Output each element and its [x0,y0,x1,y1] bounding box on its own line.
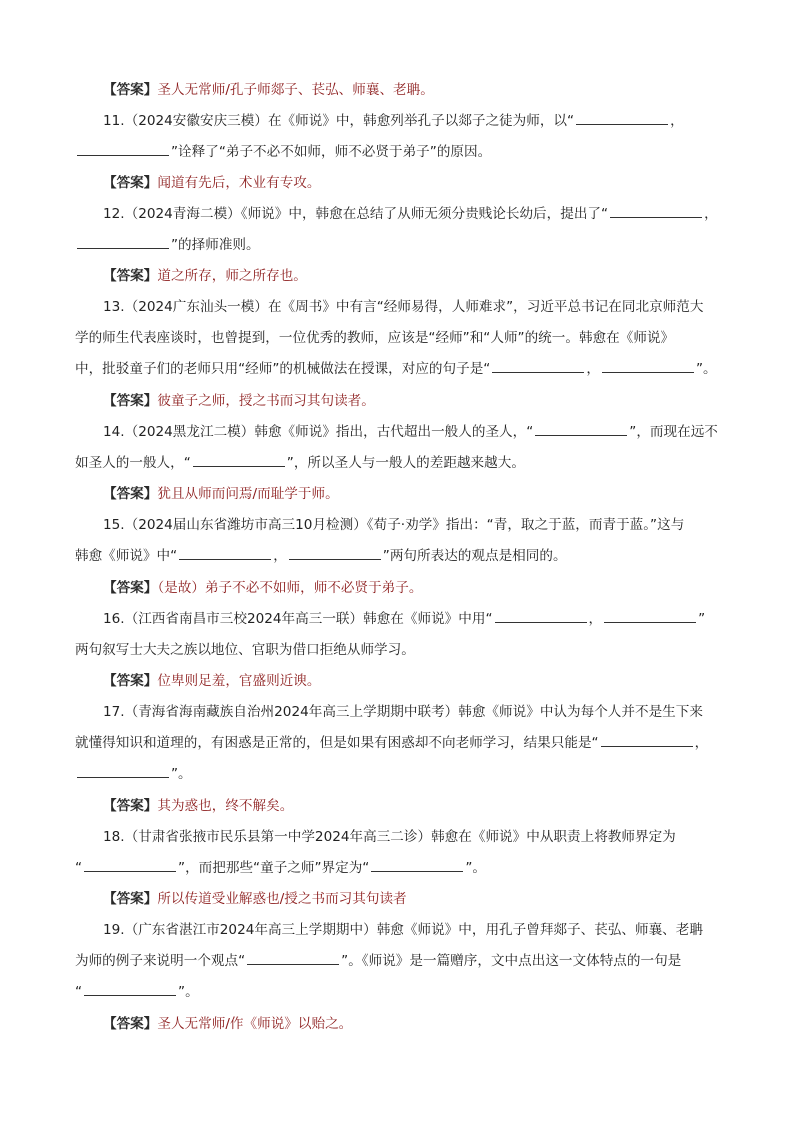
question-text: ， [588,611,603,627]
question-text: ”。 [171,766,192,782]
answer-label: 【答案】 [103,268,158,284]
question-18-line-2 [0,857,794,879]
question-text: 17.（青海省海南藏族自治州2024年高三上学期期中联考）韩愈《师说》中认为每个人并不是生下来 [103,704,703,720]
question-19-line-3 [0,981,794,1003]
question-19-line-1 [0,919,794,941]
answer-blank[interactable] [604,608,696,623]
question-11-line-1 [0,110,794,132]
answer-text: 道之所存，师之所存也。 [157,268,307,284]
answer-blank[interactable] [193,452,285,467]
question-17-line-2 [0,732,794,754]
answer-label: 【答案】 [103,175,158,191]
answer-13 [0,390,794,412]
answer-label: 【答案】 [103,673,158,689]
question-18-line-1 [0,826,794,848]
answer-text: 其为惑也，终不解矣。 [157,798,294,814]
answer-blank[interactable] [77,141,169,156]
question-text: 为师的例子来说明一个观点“ [75,953,246,969]
answer-text: （是故）弟子不必不如师，师不必贤于弟子。 [157,580,423,596]
question-16-line-1 [0,608,794,630]
answer-blank[interactable] [289,545,381,560]
question-12-line-2 [0,234,794,256]
question-text: 11.（2024安徽安庆三模）在《师说》中，韩愈列举孔子以郯子之徒为师，以“ [103,113,575,129]
question-14-line-1 [0,421,794,443]
question-text: 如圣人的一般人，“ [75,455,191,471]
answer-blank[interactable] [371,857,463,872]
question-text: 13.（2024广东汕头一模）在《周书》中有言“经师易得，人师难求”，习近平总书记在同北京师范大 [103,299,704,315]
question-text: 中，批驳童子们的老师只用“经师”的机械做法在授课，对应的句子是“ [75,361,491,377]
question-text: 19.（广东省湛江市2024年高三上学期期中）韩愈《师说》中，用孔子曾拜郯子、苌弘、师襄、老聃 [103,922,703,938]
answer-15 [0,577,794,599]
question-text: ”。 [695,361,717,377]
answer-blank[interactable] [610,203,702,218]
question-text: 15.（2024届山东省潍坊市高三10月检测）《荀子·劝学》指出：“青，取之于蓝，而青于蓝。”这与 [103,517,685,533]
question-text: 18.（甘肃省张掖市民乐县第一中学2024年高三二诊）韩愈在《师说》中从职责上将教师界定为 [103,829,676,845]
answer-label: 【答案】 [103,486,158,502]
answer-12 [0,265,794,287]
answer-label: 【答案】 [103,580,158,596]
question-text: ”，而现在远不 [629,424,718,440]
answer-blank[interactable] [84,981,176,996]
answer-label: 【答案】 [103,891,158,907]
question-text: “ [75,984,83,1000]
question-11-line-2 [0,141,794,163]
question-text: ”诠释了“弟子不必不如师，师不必贤于弟子”的原因。 [171,144,492,160]
question-17-line-3 [0,763,794,785]
question-text: ”的择师准则。 [171,237,260,253]
answer-17 [0,795,794,817]
answer-blank[interactable] [576,110,668,125]
question-text: “ [75,860,83,876]
question-text: ”。 [178,984,199,1000]
answer-text: 犹且从师而问焉/而耻学于师。 [157,486,339,502]
answer-label: 【答案】 [103,82,158,98]
question-text: ” [698,611,706,627]
answer-blank[interactable] [179,545,271,560]
question-13-line-1 [0,296,794,318]
question-19-line-2 [0,950,794,972]
question-text: 就懂得知识和道理的，有困惑是正常的，但是如果有困惑却不向老师学习，结果只能是“ [75,735,599,751]
question-15-line-1 [0,514,794,536]
question-text: 12.（2024青海二模）《师说》中，韩愈在总结了从师无须分贵贱论长幼后，提出了“ [103,206,609,222]
question-text: ”。 [465,860,486,876]
answer-10 [0,79,794,101]
answer-text: 圣人无常师/作《师说》以贻之。 [157,1016,353,1032]
question-text: ”两句所表达的观点是相同的。 [382,548,567,564]
question-13-line-3 [0,358,794,380]
answer-blank[interactable] [492,358,584,373]
question-text: 16.（江西省南昌市三校2024年高三一联）韩愈在《师说》中用“ [103,611,493,627]
answer-label: 【答案】 [103,1016,158,1032]
answer-label: 【答案】 [103,798,158,814]
question-text: ， [704,206,718,222]
answer-18 [0,888,794,910]
question-text: ， [273,548,287,564]
answer-text: 圣人无常师/孔子师郯子、苌弘、师襄、老聃。 [157,82,434,98]
question-17-line-1 [0,701,794,723]
question-text: 学的师生代表座谈时，也曾提到，一位优秀的教师，应该是“经师”和“人师”的统一。韩愈在《师说》 [75,330,675,346]
answer-11 [0,172,794,194]
answer-blank[interactable] [77,763,169,778]
answer-blank[interactable] [77,234,169,249]
answer-blank[interactable] [247,950,339,965]
answer-blank[interactable] [495,608,587,623]
answer-blank[interactable] [601,732,693,747]
question-text: ”，所以圣人与一般人的差距越来越大。 [286,455,525,471]
question-text: ， [586,361,600,377]
question-text: ， [694,735,709,751]
question-15-line-2 [0,545,794,567]
answer-text: 彼童子之师，授之书而习其句读者。 [157,393,375,409]
question-text: 韩愈《师说》中“ [75,548,178,564]
answer-19 [0,1013,794,1035]
answer-label: 【答案】 [103,393,158,409]
answer-text: 闻道有先后，术业有专攻。 [157,175,321,191]
answer-blank[interactable] [602,358,694,373]
question-text: ”，而把那些“童子之师”界定为“ [178,860,370,876]
answer-text: 位卑则足羞，官盛则近谀。 [157,673,321,689]
question-text: ”。《师说》是一篇赠序，文中点出这一文体特点的一句是 [341,953,682,969]
question-text: 两句叙写士大夫之族以地位、官职为借口拒绝从师学习。 [75,642,415,658]
question-16-line-2 [0,639,794,661]
question-text: ， [670,113,684,129]
question-text: 14.（2024黑龙江二模）韩愈《师说》指出，古代超出一般人的圣人，“ [103,424,534,440]
question-13-line-2 [0,327,794,349]
question-12-line-1 [0,203,794,225]
answer-blank[interactable] [535,421,627,436]
answer-16 [0,670,794,692]
answer-blank[interactable] [84,857,176,872]
answer-14 [0,483,794,505]
answer-text: 所以传道受业解惑也/授之书而习其句读者 [157,891,407,907]
question-14-line-2 [0,452,794,474]
